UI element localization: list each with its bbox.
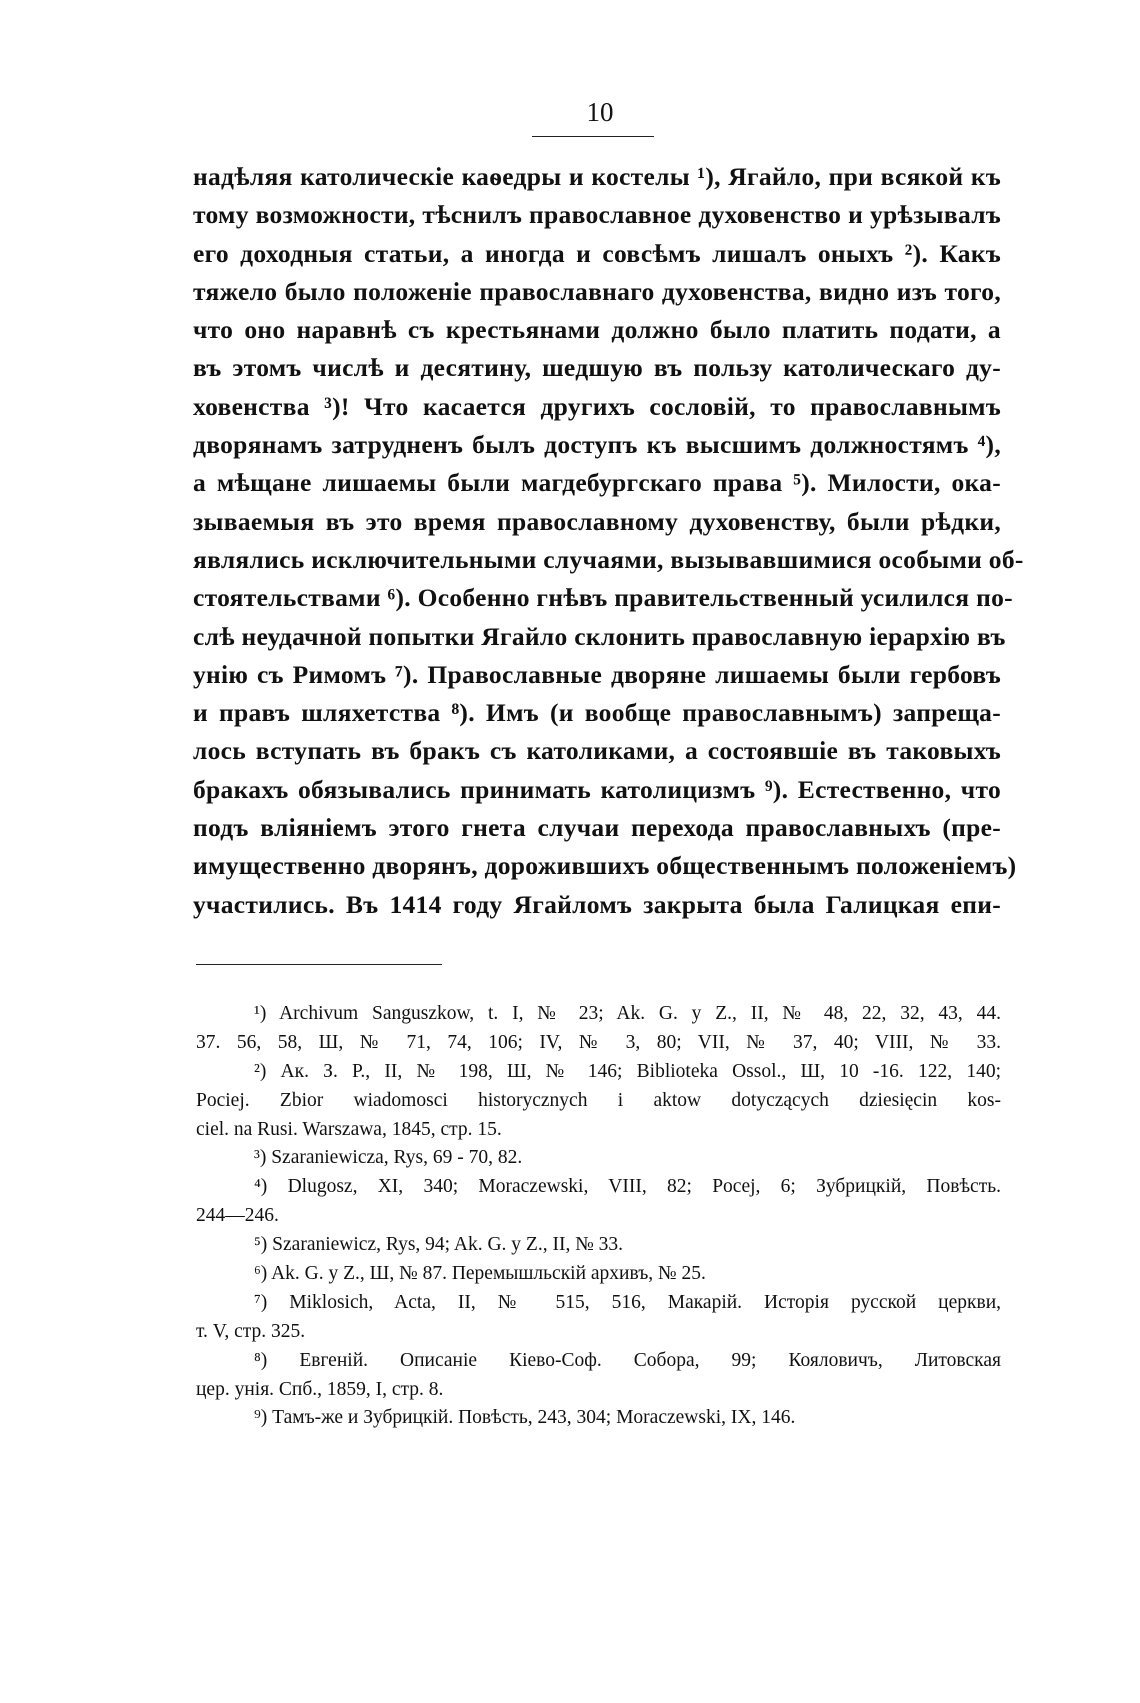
body-line: въ этомъ числѣ и десятину, шедшую въ пользу католическаго ду- [193,353,1001,383]
body-line: а мѣщане лишаемы были магдебургскаго права ⁵). Милости, ока- [193,468,1001,498]
page-number-rule [532,136,654,137]
footnote-line: Pociej. Zbior wiadomosci historycznych i aktow dotyczących dziesięcin kos- [196,1089,1001,1111]
body-line: дворянамъ затрудненъ былъ доступъ къ высшимъ должностямъ ⁴), [193,430,1001,460]
body-line: тяжело было положеніе православнаго духовенства, видно изъ того, [193,276,1001,306]
footnotes [196,1000,1001,1433]
footnote-line: цер. унія. Спб., 1859, I, стр. 8. [196,1378,444,1400]
footnote-line: ⁵) Szaraniewicz, Rys, 94; Ak. G. y Z., II, № 33. [254,1234,624,1256]
body-line: что оно наравнѣ съ крестьянами должно было платить подати, а [193,315,1001,345]
body-line: имущественно дворянъ, дорожившихъ общественнымъ положеніемъ) [193,851,1017,881]
body-line: унію съ Римомъ ⁷). Православные дворяне лишаемы были гербовъ [193,659,1001,689]
footnote-line: т. V, стр. 325. [196,1320,306,1342]
footnote-line: ⁷) Miklosich, Acta, II, № 515, 516, Макарій. Исторія русской церкви, [254,1291,1001,1313]
body-line: стоятельствами ⁶). Особенно гнѣвъ правительственный усилился по- [193,583,1013,613]
body-line: являлись исключительными случаями, вызывавшимися особыми об- [193,544,1024,574]
footnote-line: ²) Ак. З. Р., II, № 198, Ш, № 146; Biblioteka Ossol., Ш, 10 -16. 122, 140; [254,1060,1001,1082]
body-line: зываемыя въ это время православному духовенству, были рѣдки, [193,506,1001,536]
body-line: и правъ шляхетства ⁸). Имъ (и вообще православнымъ) запреща- [193,698,1001,728]
footnote-line: ³) Szaraniewicza, Rys, 69 - 70, 82. [254,1147,523,1169]
body-line: лось вступать въ бракъ съ католиками, а состоявшіе въ таковыхъ [193,736,1001,766]
body-line: подъ вліяніемъ этого гнета случаи перехода православныхъ (пре- [193,813,1001,843]
footnote-line: ⁶) Ak. G. y Z., Ш, № 87. Перемышльскій архивъ, № 25. [254,1263,706,1285]
footnote-line: 244—246. [196,1205,279,1227]
page-number: 10 [586,97,614,127]
body-line: его доходныя статьи, а иногда и совсѣмъ лишалъ оныхъ ²). Какъ [193,238,1001,268]
body-line: тому возможности, тѣснилъ православное духовенство и урѣзывалъ [193,200,1001,230]
footnote-line: ⁴) Dlugosz, XI, 340; Moraczewski, VIII, 82; Pocej, 6; Зубрицкій, Повѣсть. [254,1176,1001,1198]
body-line: ховенства ³)! Что касается другихъ сословій, то православнымъ [193,391,1001,421]
body-line: бракахъ обязывались принимать католицизмъ ⁹). Естественно, что [193,774,1001,804]
footnote-line: ciel. na Rusi. Warszawa, 1845, стр. 15. [196,1118,502,1140]
body-text [193,158,1024,924]
footnote-line: 37. 56, 58, Ш, № 71, 74, 106; IV, № 3, 80; VII, № 37, 40; VIII, № 33. [196,1031,1001,1053]
body-line: участились. Въ 1414 году Ягайломъ закрыта была Галицкая епи- [193,889,1001,919]
footnote-line: ⁹) Тамъ-же и Зубрицкій. Повѣсть, 243, 304; Moraczewski, IX, 146. [254,1407,796,1429]
footnote-separator [196,964,442,965]
body-line: слѣ неудачной попытки Ягайло склонить православную іерархію въ [193,621,1006,651]
footnote-line: ¹) Archivum Sanguszkow, t. I, № 23; Ak. G. y Z., II, № 48, 22, 32, 43, 44. [254,1003,1001,1024]
footnote-line: ⁸) Евгеній. Описаніе Кіево-Соф. Собора, 99; Кояловичъ, Литовская [254,1349,1001,1371]
body-line: надѣляя католическіе каѳедры и костелы ¹), Ягайло, при всякой къ [193,162,1001,191]
